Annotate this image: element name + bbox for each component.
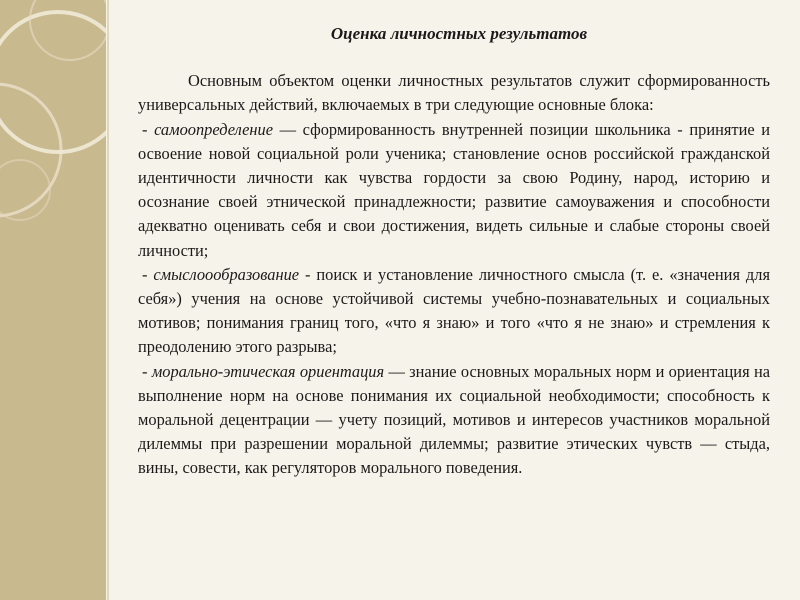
- block2-text: - поиск и установление личностного смысла (т. е. «значения для себя») учения на основе устойчивой системы учебно-познавательных и социальных мотивов; понимания границ того, «что я знаю» и того «что я не знаю» и стремления к преодолению этого разрыва;: [138, 264, 770, 357]
- decorative-circles: [0, 0, 106, 600]
- block-self-determination: [138, 118, 770, 263]
- intro-paragraph: Основным объектом оценки личностных результатов служит сформированность универсальных действий, включаемых в три следующие основные блока:: [138, 71, 770, 115]
- slide-content: [138, 22, 770, 481]
- decorative-sidebar: [0, 0, 106, 600]
- block3-text: — знание основных моральных норм и ориентация на выполнение норм на основе понимания их социальной необходимости; способность к моральной децентрации — учету позиций, мотивов и интересов участников моральной дилеммы при разрешении моральной дилеммы; развитие этических чувств — стыда, вины, совести, как регуляторов морального поведения.: [138, 361, 770, 478]
- block3-term: морально-этическая ориентация: [151, 361, 385, 381]
- block2-prefix: -: [142, 264, 154, 284]
- page-title: Оценка личностных результатов: [330, 24, 588, 43]
- block1-term: самоопределение: [154, 119, 274, 139]
- block1-text: — сформированность внутренней позиции школьника - принятие и освоение новой социальной роли ученика; становление основ российской гражданской идентичности личности как чувства гордости за свою Родину, народ, историю и осознание своей этнической принадлежности; развитие самоуважения и способности адекватно оценивать себя и свои достижения, видеть сильные и слабые стороны своей личности;: [138, 119, 770, 260]
- block2-term: смыслоообразование: [153, 264, 300, 284]
- block-meaning-formation: [138, 263, 770, 360]
- block-moral-orientation: [138, 360, 770, 481]
- block3-prefix: -: [142, 361, 152, 381]
- block1-prefix: -: [142, 119, 155, 139]
- sidebar-edge-line: [107, 0, 109, 600]
